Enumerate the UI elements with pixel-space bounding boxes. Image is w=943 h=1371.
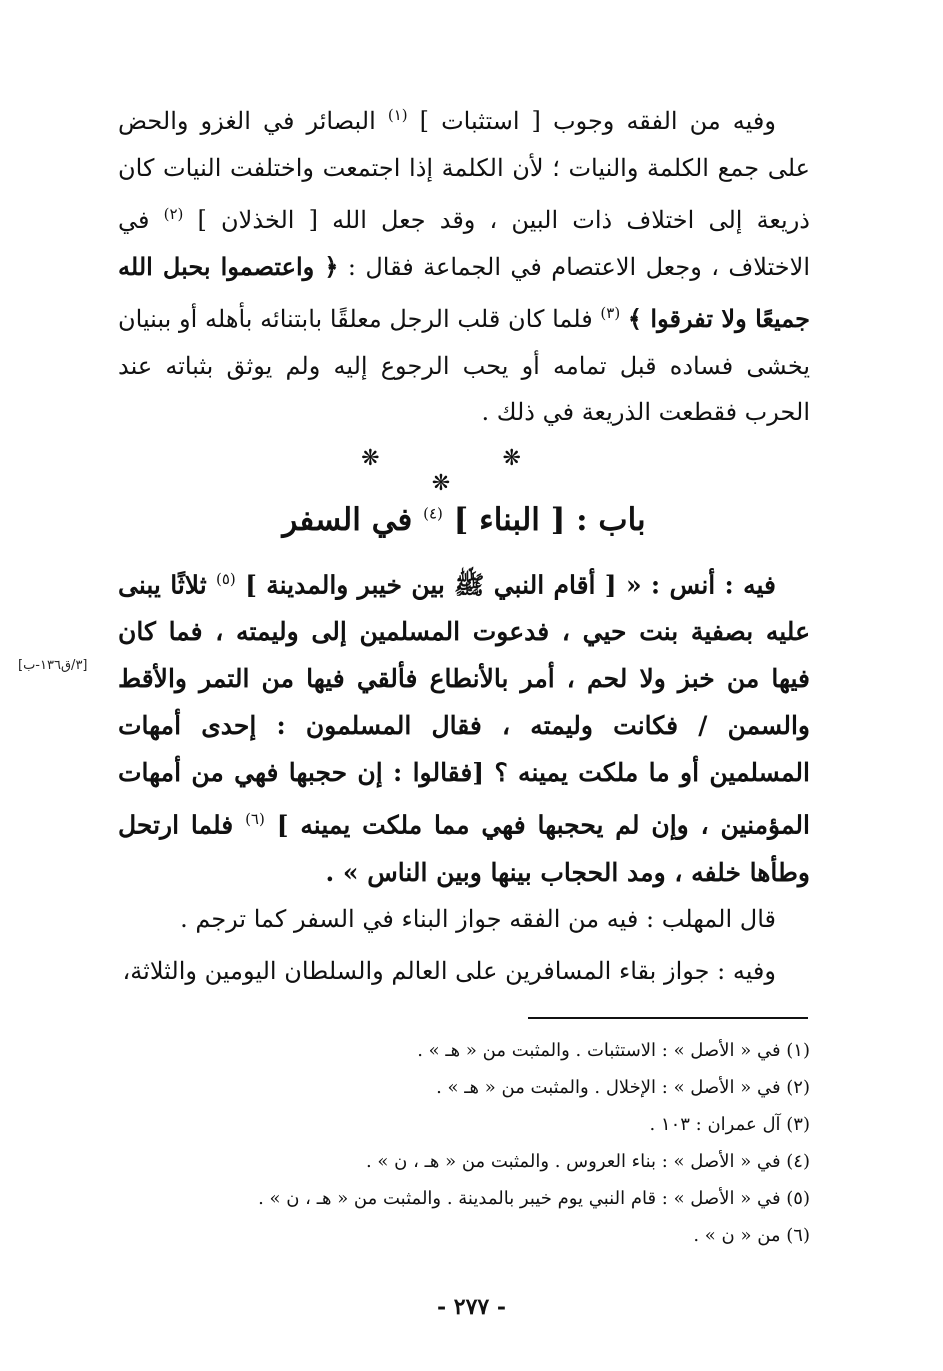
footnote-1: (١) في « الأصل » : الاستثبات . والمثبت من « هـ » . [417, 1040, 810, 1061]
paragraph2-line2: وفيه : جواز بقاء المسافرين على العالم والسلطان اليومين والثلاثة، [122, 957, 776, 985]
heading-part1: باب : [ البناء ] [453, 502, 646, 538]
footnote-divider [528, 1017, 808, 1019]
paragraph2-line1: قال المهلب : فيه من الفقه جواز البناء في السفر كما ترجم . [180, 905, 776, 933]
footnotes [118, 1032, 810, 1254]
paragraph1-part4: فلما كان قلب الرجل معلقًا بابتنائه بأهله أو ببنيان يخشى فساده قبل تمامه أو يحب الرجوع إليه ولم يوثق بثباته عند الحرب فقطعت الذريعة في ذلك . [118, 305, 810, 426]
hadith-part3: فلما ارتحل وطأها خلفه ، ومد الحجاب بينها وبين الناس » . [118, 810, 810, 887]
paragraph1-part1: وفيه من الفقه وجوب [ استثبات ] [419, 107, 776, 135]
manuscript-folio-note: [٣/ق١٣٦-ب] [18, 658, 88, 673]
paragraph1-part3: في الاختلاف ، وجعل الاعتصام في الجماعة فقال : [118, 206, 811, 281]
footnote-3: (٣) آل عمران : ١٠٣ . [649, 1114, 810, 1135]
footnote-2: (٢) في « الأصل » : الإخلال . والمثبت من « هـ » . [436, 1077, 810, 1098]
paragraph-muhallab [118, 893, 810, 997]
section-separator: ❋ ❋ ❋ [361, 446, 579, 496]
footnote-ref-1: (١) [387, 106, 408, 124]
heading-part2: في السفر [282, 502, 413, 538]
footnote-ref-3: (٣) [600, 304, 621, 322]
footnote-5: (٥) في « الأصل » : قام النبي يوم خيبر بالمدينة . والمثبت من « هـ ، ن » . [258, 1188, 810, 1209]
footnote-4: (٤) في « الأصل » : بناء العروس . والمثبت من « هـ ، ن » . [365, 1151, 810, 1172]
hadith-part1: فيه : أنس : « [ أقام النبي ﷺ بين خيبر والمدينة ] [245, 570, 776, 600]
footnote-ref-4: (٤) [423, 504, 443, 523]
quran-verse: ﴿ واعتصموا بحبل الله جميعًا ولا تفرقوا ﴾ [118, 251, 810, 333]
page-number: - ٢٧٧ - [436, 1294, 507, 1320]
footnote-ref-2: (٢) [163, 205, 184, 223]
chapter-heading [118, 502, 810, 538]
paragraph-fiqh-intro [118, 92, 810, 436]
footnote-ref-6: (٦) [245, 810, 265, 829]
hadith-part2: ثلاثًا يبنى عليه بصفية بنت حيي ، فدعوت المسلمين إلى وليمته ، فما كان فيها من خبز ولا لحم ، أمر بالأنطاع فألقي فيها من التمر والأقط والسمن / فكانت وليمته ، فقال المسلمون : إحدى أمهات المسلمين أو ما ملكت يمينه ؟ [فقالوا : إن حجبها فهي من أمهات المؤمنين ، وإن لم يحجبها فهي مما ملكت يمينه ] [118, 570, 810, 840]
footnote-ref-5: (٥) [215, 570, 236, 588]
footnote-6: (٦) من « ن » . [693, 1225, 810, 1246]
hadith-text [118, 556, 810, 896]
paragraph1-part2: البصائر في الغزو والحض على جمع الكلمة والنيات ؛ لأن الكلمة إذا اجتمعت واختلفت النيات كان ذريعة إلى اختلاف ذات البين ، وقد جعل الله [ الخذلان ] [118, 107, 810, 234]
